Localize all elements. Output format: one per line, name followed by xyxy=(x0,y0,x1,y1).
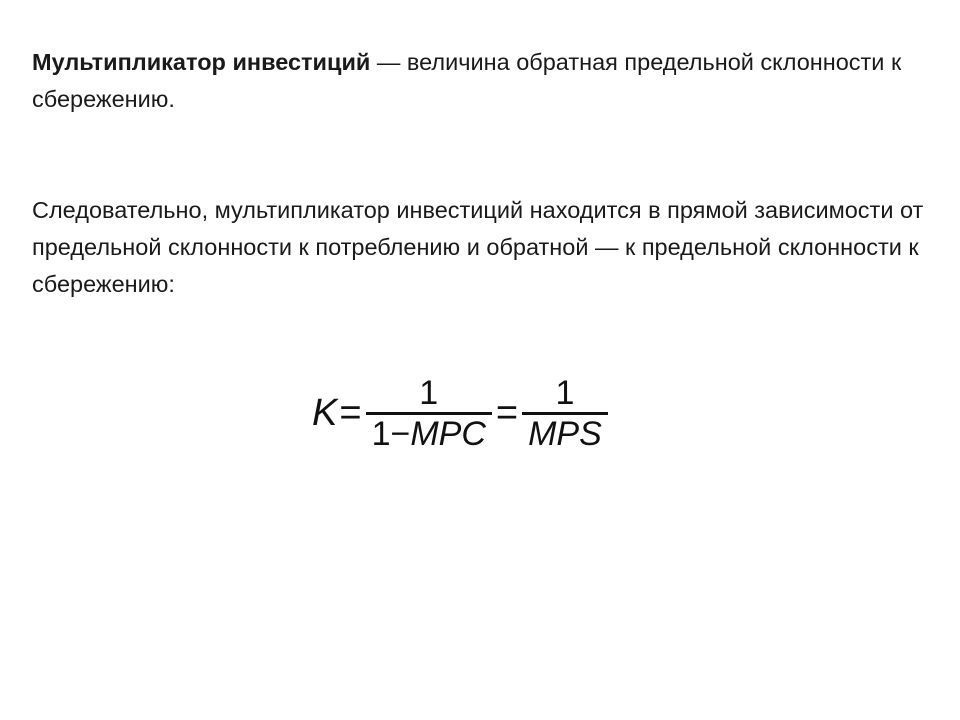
fraction-mps xyxy=(522,374,608,453)
fraction-mpc-numerator: 1 xyxy=(419,373,439,412)
fraction-mps-denominator xyxy=(522,415,608,453)
multiplier-formula xyxy=(312,368,610,458)
den-one: 1 xyxy=(371,414,391,453)
consequence-paragraph: Следовательно, мультипликатор инвестиций находится в прямой зависимости от предельной склонности к потреблению и обратной — к предельной склонности к сбережению: xyxy=(32,197,924,297)
fraction-mpc xyxy=(366,374,492,453)
definition-paragraph xyxy=(32,44,932,118)
den-mpc: MPC xyxy=(410,414,486,453)
definition-text: — величина обратная предельной склонности к сбережению. xyxy=(32,49,902,112)
term-bold: Мультипликатор инвестиций xyxy=(32,49,371,75)
fraction-mps-numerator: 1 xyxy=(555,373,575,412)
den-mps: MPS xyxy=(528,414,602,453)
formula-equals-1: = xyxy=(339,391,362,434)
formula-k: K xyxy=(312,392,338,434)
formula-equals-2: = xyxy=(495,391,519,434)
fraction-mpc-denominator xyxy=(366,415,492,453)
den-minus: − xyxy=(390,414,411,453)
